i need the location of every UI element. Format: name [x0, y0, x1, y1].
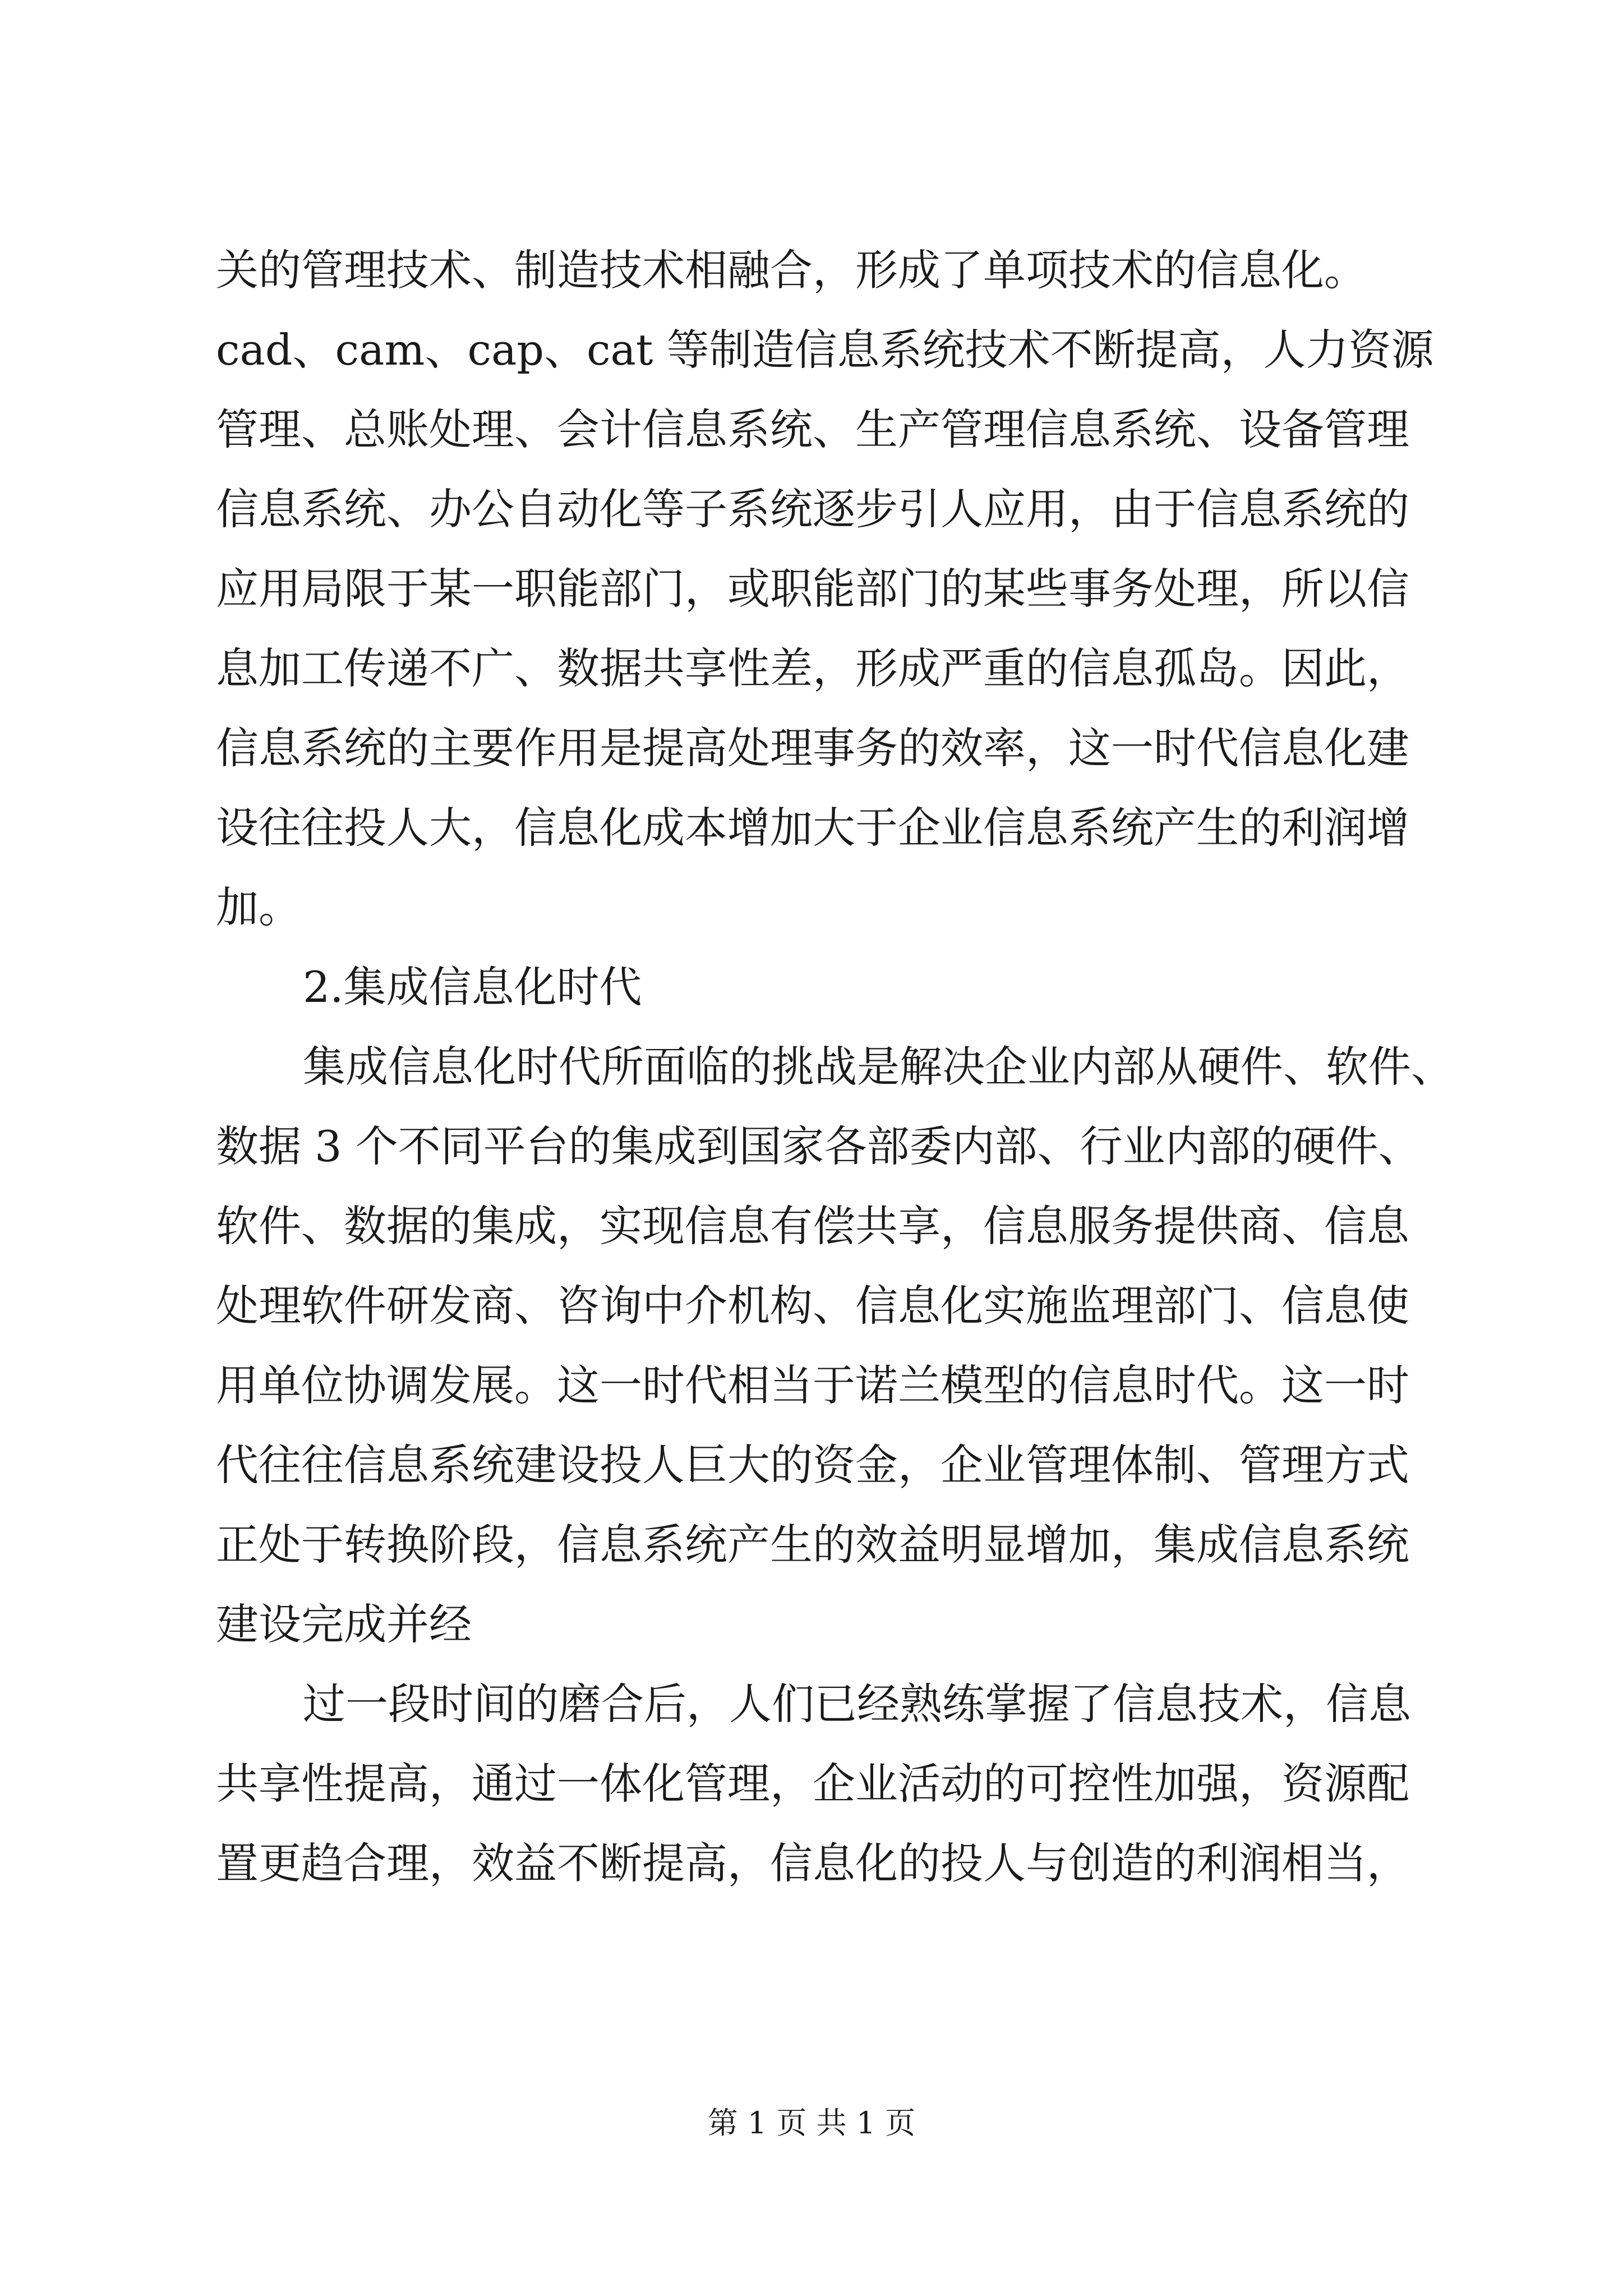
text-line: 正处于转换阶段，信息系统产生的效益明显增加，集成信息系统	[216, 1520, 1409, 1570]
text-line: 数据 3 个不同平台的集成到国家各部委内部、行业内部的硬件、	[216, 1121, 1421, 1171]
text-line: 息加工传递不广、数据共享性差，形成严重的信息孤岛。因此，	[216, 643, 1409, 693]
text-line: 关的管理技术、制造技术相融合，形成了单项技术的信息化。	[216, 245, 1367, 295]
text-line: 集成信息化时代所面临的挑战是解决企业内部从硬件、软件、	[303, 1042, 1454, 1092]
text-line: 软件、数据的集成，实现信息有偿共享，信息服务提供商、信息	[216, 1201, 1409, 1251]
text-line: 加。	[216, 882, 301, 932]
text-line: 处理软件研发商、咨询中介机构、信息化实施监理部门、信息使	[216, 1281, 1409, 1331]
text-line: 信息系统的主要作用是提高处理事务的效率，这一时代信息化建	[216, 723, 1409, 773]
text-line: 用单位协调发展。这一时代相当于诺兰模型的信息时代。这一时	[216, 1360, 1409, 1410]
text-line: 过一段时间的磨合后，人们已经熟练掌握了信息技术，信息	[303, 1679, 1411, 1729]
text-line: cad、cam、cap、cat 等制造信息系统技术不断提高，人力资源	[216, 325, 1434, 375]
text-line: 置更趋合理，效益不断提高，信息化的投人与创造的利润相当，	[216, 1838, 1409, 1888]
text-line: 代往往信息系统建设投人巨大的资金，企业管理体制、管理方式	[216, 1440, 1409, 1490]
text-line: 管理、总账处理、会计信息系统、生产管理信息系统、设备管理	[216, 404, 1409, 454]
text-line: 信息系统、办公自动化等子系统逐步引人应用，由于信息系统的	[216, 484, 1409, 534]
text-line: 共享性提高，通过一体化管理，企业活动的可控性加强，资源配	[216, 1759, 1409, 1809]
section-heading: 2.集成信息化时代	[303, 962, 642, 1012]
text-line: 设往往投人大，信息化成本增加大于企业信息系统产生的利润增	[216, 803, 1409, 853]
text-line: 应用局限于某一职能部门，或职能部门的某些事务处理，所以信	[216, 564, 1409, 614]
page-number-footer: 第 1 页 共 1 页	[707, 2105, 916, 2141]
text-line: 建设完成并经	[216, 1599, 472, 1649]
